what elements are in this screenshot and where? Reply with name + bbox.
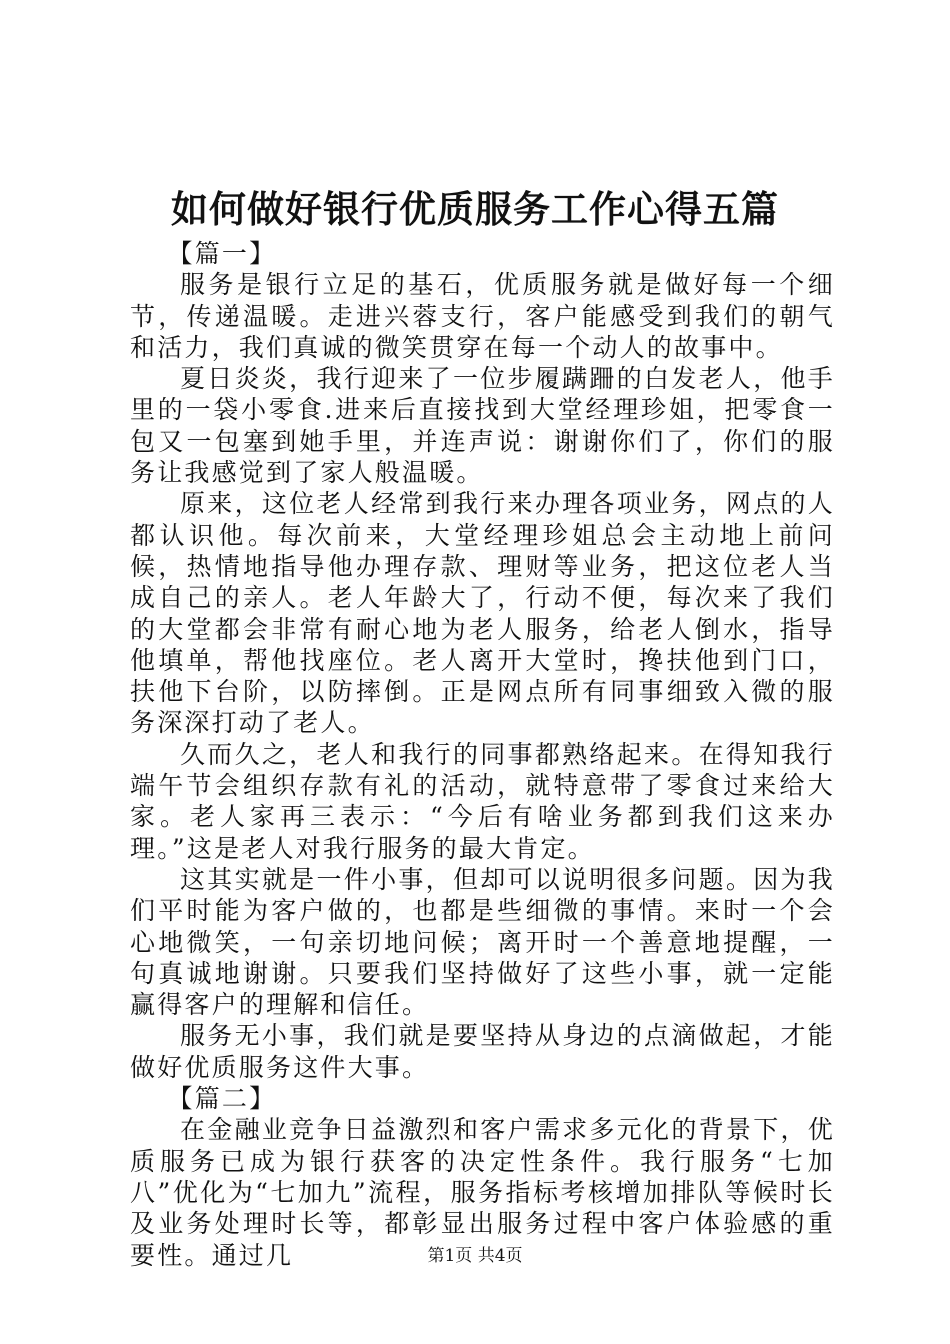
- document-title: 如何做好银行优质服务工作心得五篇: [171, 187, 779, 231]
- body-paragraph: 在金融业竞争日益激烈和客户需求多元化的背景下，优质服务已成为银行获客的决定性条件。我行服务“七加八”优化为“七加九”流程，服务指标考核增加排队等候时长及业务处理时长等，都彰显出服务过程中客户体验感的重要性。通过几: [130, 1115, 835, 1270]
- page-footer: 第1页 共4页: [427, 1246, 523, 1266]
- section-heading: 【篇二】: [167, 1084, 277, 1114]
- body-paragraph: 服务是银行立足的基石，优质服务就是做好每一个细节，传递温暖。走进兴蓉支行，客户能感受到我们的朝气和活力，我们真诚的微笑贯穿在每一个动人的故事中。: [130, 270, 835, 362]
- body-paragraph: 这其实就是一件小事，但却可以说明很多问题。因为我们平时能为客户做的，也都是些细微的事情。来时一个会心地微笑，一句亲切地问候；离开时一个善意地提醒，一句真诚地谢谢。只要我们坚持做好了这些小事，就一定能赢得客户的理解和信任。: [130, 864, 835, 1020]
- body-paragraph: 服务无小事，我们就是要坚持从身边的点滴做起，才能做好优质服务这件大事。: [130, 1021, 835, 1082]
- body-paragraph: 夏日炎炎，我行迎来了一位步履蹒跚的白发老人，他手里的一袋小零食.进来后直接找到大堂经理珍姐，把零食一包又一包塞到她手里，并连声说：谢谢你们了，你们的服务让我感觉到了家人般温暖。: [130, 364, 835, 488]
- body-paragraph: 原来，这位老人经常到我行来办理各项业务，网点的人都认识他。每次前来，大堂经理珍姐总会主动地上前问候，热情地指导他办理存款、理财等业务，把这位老人当成自己的亲人。老人年龄大了，行动不便，每次来了我们的大堂都会非常有耐心地为老人服务，给老人倒水，指导他填单，帮他找座位。老人离开大堂时，搀扶他到门口，扶他下台阶，以防摔倒。正是网点所有同事细致入微的服务深深打动了老人。: [130, 489, 835, 738]
- body-paragraph: 久而久之，老人和我行的同事都熟络起来。在得知我行端午节会组织存款有礼的活动，就特意带了零食过来给大家。老人家再三表示：“今后有啥业务都到我们这来办理。”这是老人对我行服务的最大肯定。: [130, 739, 835, 863]
- section-heading: 【篇一】: [167, 239, 277, 268]
- document-body: [130, 238, 835, 1271]
